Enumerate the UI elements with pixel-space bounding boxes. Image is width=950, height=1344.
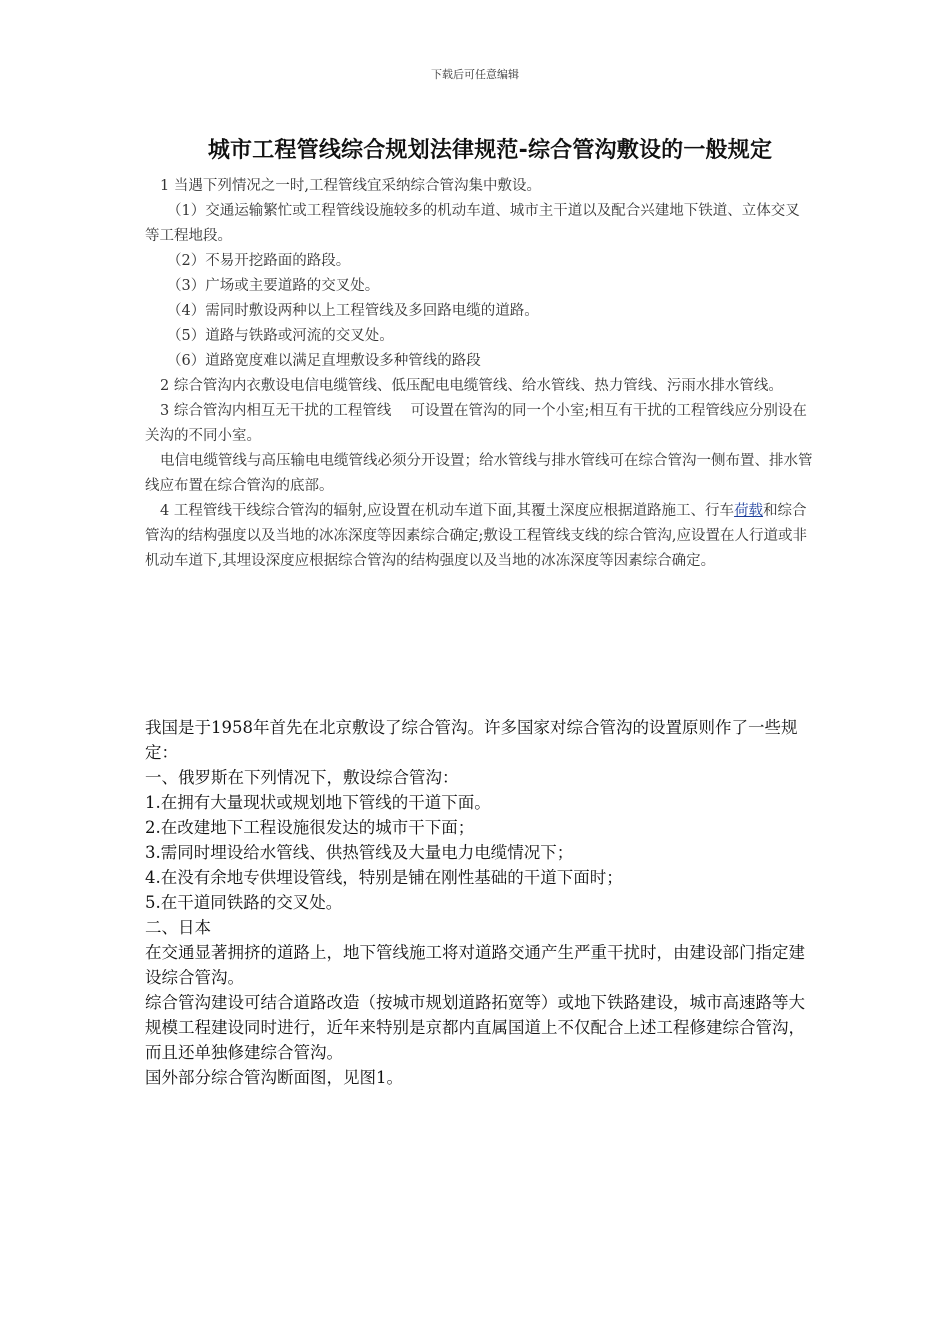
paragraph-5: （4）需同时敷设两种以上工程管线及多回路电缆的道路。 [167,303,539,319]
paragraph-11 [145,499,813,574]
paragraph-1: 1 当遇下列情况之一时,工程管线宜采纳综合管沟集中敷设。 [160,178,541,194]
body-line: 二、日本 [145,918,211,937]
paragraph-7: （6）道路宽度难以满足直埋敷设多种管线的路段 [167,353,481,369]
paragraph-9: 3 综合管沟内相互无干扰的工程管线 可设置在管沟的同一个小室;相互有干扰的工程管线应分别设在关沟的不同小室。 [145,403,807,444]
paragraph-8: 2 综合管沟内衣敷设电信电缆管线、低压配电电缆管线、给水管线、热力管线、污雨水排水管线。 [160,378,783,394]
body-line: 5.在干道同铁路的交叉处。 [145,893,343,912]
paragraph-6: （5）道路与铁路或河流的交叉处。 [167,328,394,344]
body-line: 在交通显著拥挤的道路上，地下管线施工将对道路交通产生严重干扰时，由建设部门指定建设综合管沟。 [145,943,805,987]
paragraph-10: 电信电缆管线与高压输电电缆管线必须分开设置；给水管线与排水管线可在综合管沟一侧布置、排水管线应布置在综合管沟的底部。 [145,453,813,494]
body-line: 综合管沟建设可结合道路改造（按城市规划道路拓宽等）或地下铁路建设，城市高速路等大规模工程建设同时进行，近年来特别是京都内直属国道上不仅配合上述工程修建综合管沟，而且还单独修建综合管沟。 [145,993,805,1062]
header-note: 下载后可任意编辑 [431,68,519,81]
international-section [145,715,810,1090]
paragraph-11-end: 和综合管沟的结构强度以及当地的冰冻深度等因素综合确定;敷设工程管线支线的综合管沟,应设置在人行道或非机动车道下,其埋设深度应根据综合管沟的结构强度以及当地的冰冻深度等因素综合确定。 [145,503,807,569]
body-line: 国外部分综合管沟断面图，见图1。 [145,1068,403,1087]
paragraph-3: （2）不易开挖路面的路段。 [167,253,351,269]
load-link[interactable]: 荷载 [734,503,764,519]
regulation-section [145,174,813,574]
paragraph-11-start: 4 工程管线干线综合管沟的辐射,应设置在机动车道下面,其覆土深度应根据道路施工、行车 [160,503,735,519]
body-line: 一、俄罗斯在下列情况下，敷设综合管沟： [145,768,459,787]
body-line: 4.在没有余地专供埋设管线，特别是铺在刚性基础的干道下面时； [145,868,623,887]
body-line: 我国是于1958年首先在北京敷设了综合管沟。许多国家对综合管沟的设置原则作了一些规定： [145,718,798,762]
document-title: 城市工程管线综合规划法律规范-综合管沟敷设的一般规定 [207,138,773,163]
body-line: 1.在拥有大量现状或规划地下管线的干道下面。 [145,793,491,812]
paragraph-2: （1）交通运输繁忙或工程管线设施较多的机动车道、城市主干道以及配合兴建地下铁道、立体交叉等工程地段。 [145,203,800,244]
body-line: 3.需同时埋设给水管线、供热管线及大量电力电缆情况下； [145,843,574,862]
paragraph-4: （3）广场或主要道路的交叉处。 [167,278,380,294]
body-line: 2.在改建地下工程设施很发达的城市干下面； [145,818,475,837]
